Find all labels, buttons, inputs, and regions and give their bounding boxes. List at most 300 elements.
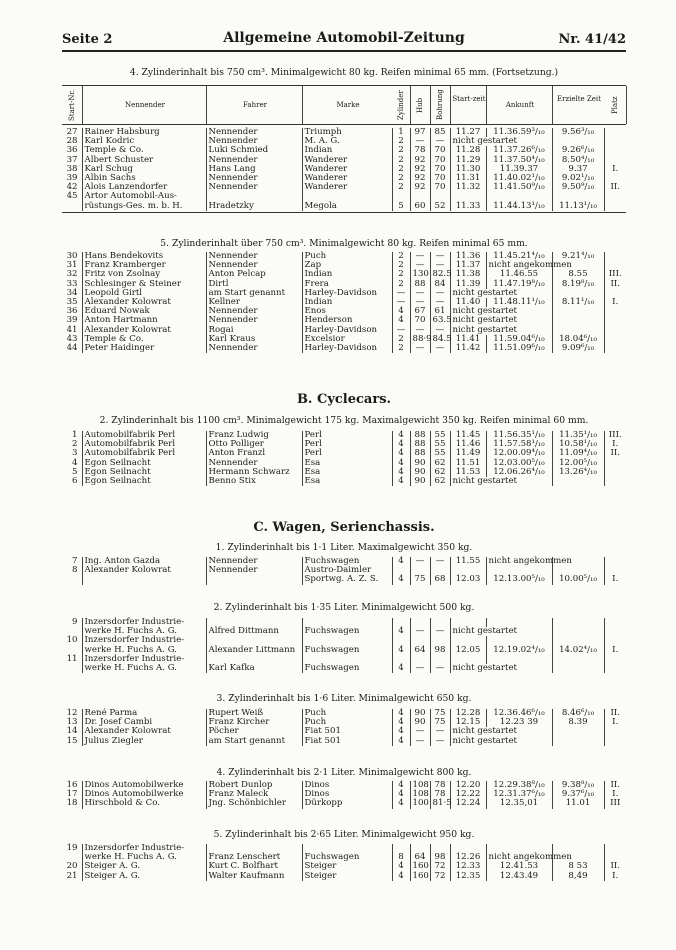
cell-hub: 70 xyxy=(410,316,430,325)
table-c1 xyxy=(62,557,626,585)
cell-zeit: 9.37 xyxy=(552,165,604,174)
cell-start-nr: 6 xyxy=(72,476,78,487)
cell-nennender: Dinos Automobilwerke xyxy=(82,781,206,790)
cell-platz: I. xyxy=(604,646,626,655)
cell-platz: I. xyxy=(604,718,626,727)
cell-bohrung: — xyxy=(430,344,450,353)
cell-startzeit: 11.46 xyxy=(450,440,486,449)
cell-ankunft: 12.19.02⁴/₁₀ xyxy=(486,646,552,655)
cell-zylinder: 2 xyxy=(392,261,410,270)
cell-startzeit: 11.53 xyxy=(450,468,486,477)
cell-hub: — xyxy=(410,627,430,636)
cell-zylinder: — xyxy=(392,298,410,307)
cell-platz: I. xyxy=(604,165,626,174)
cell-zeit: 8.11¹/₁₀ xyxy=(552,298,604,307)
cell-platz xyxy=(604,192,626,201)
col-startzeit: Start-zeit xyxy=(450,86,487,124)
cell-bohrung: — xyxy=(430,252,450,261)
cell-hub: 60 xyxy=(410,202,430,211)
cell-nennender: Temple & Co. xyxy=(82,335,206,344)
cell-platz: II. xyxy=(604,709,626,718)
cell-startzeit: nicht gestartet xyxy=(450,664,552,673)
cell-zylinder: 2 xyxy=(392,344,410,353)
caption-c4: 4. Zylinderinhalt bis 2·1 Liter. Minimalgewicht 800 kg. xyxy=(216,767,472,778)
cell-hub: 108 xyxy=(410,790,430,799)
cell-zylinder: 2 xyxy=(392,183,410,192)
cell-marke: Enos xyxy=(302,307,392,316)
cell-platz: II. xyxy=(604,280,626,289)
cell-start-nr: 41 xyxy=(66,324,78,335)
cell-nennender: Rainer Habsburg xyxy=(82,128,206,137)
cell-zeit: 9.38⁸/₁₀ xyxy=(552,781,604,790)
cell-platz xyxy=(604,316,626,325)
col-hub: Hub xyxy=(410,86,431,124)
cell-platz: I. xyxy=(604,790,626,799)
column-header-row xyxy=(62,85,626,125)
cell-ankunft: 12.03.00⁵/₁₀ xyxy=(486,459,552,468)
page-number: Seite 2 xyxy=(62,32,113,47)
cell-platz xyxy=(604,627,626,636)
cell-start-nr: 19 xyxy=(66,843,78,853)
table-row xyxy=(62,202,626,211)
cell-fahrer: Franz Maleck xyxy=(206,790,302,799)
cell-ankunft: 11.39.37 xyxy=(486,165,552,174)
cell-zeit: 8.55 xyxy=(552,270,604,279)
cell-fahrer: Pöcher xyxy=(206,727,302,736)
cell-marke: Henderson xyxy=(302,316,392,325)
col-erzielte-zeit: Erzielte Zeit xyxy=(552,86,605,124)
cell-hub: 90 xyxy=(410,459,430,468)
cell-nennender: Steiger A. G. xyxy=(82,872,206,881)
cell-fahrer: Hermann Schwarz xyxy=(206,468,302,477)
cell-startzeit: 12.20 xyxy=(450,781,486,790)
table-row xyxy=(62,344,626,353)
cell-start-nr: 30 xyxy=(66,251,78,261)
table-c2 xyxy=(62,618,626,673)
cell-startzeit: nicht gestartet xyxy=(450,316,552,325)
cell-zylinder: 5 xyxy=(392,202,410,211)
cell-hub: — xyxy=(410,664,430,673)
cell-ankunft: 12.43.49 xyxy=(486,872,552,881)
cell-marke: Zap xyxy=(302,261,392,270)
cell-zeit: 9.02¹/₁₀ xyxy=(552,174,604,183)
cell-start-nr: 37 xyxy=(66,154,78,165)
cell-platz xyxy=(604,844,626,853)
cell-start-nr: 17 xyxy=(66,789,78,800)
cell-startzeit: 11.33 xyxy=(450,202,486,211)
cell-bohrung: 78 xyxy=(430,781,450,790)
cell-zylinder: 4 xyxy=(392,307,410,316)
cell-bohrung: 75 xyxy=(430,709,450,718)
cell-bohrung: — xyxy=(430,298,450,307)
cell-platz xyxy=(604,335,626,344)
cell-start-nr: 11 xyxy=(66,653,78,664)
cell-ankunft: 12.06.26⁴/₁₀ xyxy=(486,468,552,477)
cell-hub: — xyxy=(410,344,430,353)
cell-start-nr: 4 xyxy=(72,457,78,468)
cell-zylinder: 4 xyxy=(392,862,410,871)
cell-marke: Wanderer xyxy=(302,156,392,165)
cell-hub: 90 xyxy=(410,718,430,727)
cell-start-nr: 38 xyxy=(66,163,78,174)
cell-fahrer: Karl Kraus xyxy=(206,335,302,344)
cell-bohrung: — xyxy=(430,326,450,335)
cell-startzeit: nicht gestartet xyxy=(450,727,552,736)
cell-zylinder: 2 xyxy=(392,156,410,165)
cell-zeit: 11.01 xyxy=(552,799,604,808)
cell-bohrung: 62 xyxy=(430,477,450,486)
table-row xyxy=(62,853,626,862)
caption-s5: 5. Zylinderinhalt über 750 cm³. Minimalgewicht 80 kg. Reifen minimal 65 mm. xyxy=(160,238,528,249)
cell-fahrer: Nennender xyxy=(206,566,302,575)
caption-c3: 3. Zylinderinhalt bis 1·6 Liter. Minimalgewicht 650 kg. xyxy=(216,693,472,704)
cell-start-nr: 10 xyxy=(66,635,78,646)
cell-bohrung: 70 xyxy=(430,146,450,155)
cell-zylinder: 4 xyxy=(392,575,410,584)
cell-marke: Esa xyxy=(302,477,392,486)
cell-nennender: Automobilfabrik Perl xyxy=(82,440,206,449)
cell-zeit xyxy=(552,477,604,486)
cell-marke: Puch xyxy=(302,252,392,261)
cell-zeit: 9.09⁶/₁₀ xyxy=(552,344,604,353)
cell-startzeit: nicht gestartet xyxy=(450,326,552,335)
cell-fahrer: Hans Lang xyxy=(206,165,302,174)
cell-fahrer: Luki Schmied xyxy=(206,146,302,155)
cell-hub: — xyxy=(410,289,430,298)
cell-bohrung: 81·5 xyxy=(430,799,450,808)
cell-marke: Puch xyxy=(302,718,392,727)
cell-hub: 160 xyxy=(410,862,430,871)
cell-zylinder: 4 xyxy=(392,557,410,566)
col-platz: Platz xyxy=(604,86,627,124)
cell-fahrer: Alexander Littmann xyxy=(206,646,302,655)
cell-bohrung: 70 xyxy=(430,183,450,192)
cell-platz xyxy=(604,459,626,468)
cell-bohrung: 70 xyxy=(430,156,450,165)
cell-nennender: Artor Automobil-Aus- xyxy=(82,192,206,201)
cell-bohrung: 84.5 xyxy=(430,335,450,344)
cell-ankunft: nicht angekommen xyxy=(486,261,552,270)
cell-hub: 64 xyxy=(410,853,430,862)
cell-zylinder: 4 xyxy=(392,440,410,449)
cell-nennender: Dinos Automobilwerke xyxy=(82,790,206,799)
cell-startzeit: 12.26 xyxy=(450,853,486,862)
cell-bohrung: 70 xyxy=(430,174,450,183)
cell-marke: Harley-Davidson xyxy=(302,289,392,298)
cell-platz: II. xyxy=(604,449,626,458)
cell-fahrer: am Start genannt xyxy=(206,289,302,298)
cell-start-nr: 14 xyxy=(66,726,78,737)
heading-c: C. Wagen, Serienchassis. xyxy=(253,520,435,535)
cell-marke: Fiat 501 xyxy=(302,737,392,746)
cell-bohrung: 55 xyxy=(430,440,450,449)
cell-zylinder: 4 xyxy=(392,627,410,636)
cell-nennender: Alexander Kolowrat xyxy=(82,326,206,335)
cell-marke: Indian xyxy=(302,298,392,307)
cell-start-nr: 39 xyxy=(66,173,78,184)
cell-platz xyxy=(604,618,626,627)
cell-nennender: Fritz von Zsolnay xyxy=(82,270,206,279)
cell-marke: Fuchswagen xyxy=(302,627,392,636)
cell-startzeit: 12.22 xyxy=(450,790,486,799)
cell-marke: Puch xyxy=(302,709,392,718)
cell-startzeit: 12.03 xyxy=(450,575,486,584)
cell-marke: Harley-Davidson xyxy=(302,326,392,335)
cell-zeit: 9.56³/₁₀ xyxy=(552,128,604,137)
cell-platz: II. xyxy=(604,862,626,871)
cell-bohrung: 98 xyxy=(430,646,450,655)
cell-startzeit: nicht gestartet xyxy=(450,289,552,298)
cell-zeit: 8.19⁸/₁₀ xyxy=(552,280,604,289)
cell-fahrer: Kurt C. Bolfhart xyxy=(206,862,302,871)
cell-ankunft: 12.29.38⁸/₁₀ xyxy=(486,781,552,790)
cell-ankunft: 11.46.55 xyxy=(486,270,552,279)
table-row xyxy=(62,872,626,881)
cell-nennender: Automobilfabrik Perl xyxy=(82,431,206,440)
cell-marke: Perl xyxy=(302,449,392,458)
cell-nennender: Inzersdorfer Industrie- xyxy=(82,636,206,645)
cell-ankunft: 11.57.58¹/₁₀ xyxy=(486,440,552,449)
cell-marke: Sportwg. A. Z. S. xyxy=(302,575,392,584)
cell-start-nr: 12 xyxy=(66,708,78,718)
cell-fahrer: Robert Dunlop xyxy=(206,781,302,790)
cell-platz: I. xyxy=(604,575,626,584)
cell-fahrer: Otto Polliger xyxy=(206,440,302,449)
cell-zylinder: 2 xyxy=(392,252,410,261)
cell-start-nr xyxy=(62,664,82,673)
cell-ankunft: 11.51.09⁶/₁₀ xyxy=(486,344,552,353)
cell-startzeit: 12.28 xyxy=(450,709,486,718)
cell-startzeit: 11.36 xyxy=(450,252,486,261)
cell-start-nr: 16 xyxy=(66,780,78,790)
cell-startzeit: 11.49 xyxy=(450,449,486,458)
col-start-nr: Start-Nr. xyxy=(68,89,76,121)
cell-fahrer: Franz Ludwig xyxy=(206,431,302,440)
cell-nennender: Karl Kodric xyxy=(82,137,206,146)
cell-zeit: 8.50⁴/₁₀ xyxy=(552,156,604,165)
cell-bohrung: 72 xyxy=(430,872,450,881)
cell-zeit xyxy=(552,307,604,316)
cell-platz xyxy=(604,202,626,211)
caption-b: 2. Zylinderinhalt bis 1100 cm³. Minimalgewicht 175 kg. Maximalgewicht 350 kg. Reifen minimal 60 mm. xyxy=(99,415,589,426)
cell-zylinder: 4 xyxy=(392,477,410,486)
cell-zylinder: 2 xyxy=(392,335,410,344)
cell-startzeit: 11.32 xyxy=(450,183,486,192)
cell-bohrung: — xyxy=(430,261,450,270)
cell-nennender: Egon Seilnacht xyxy=(82,468,206,477)
cell-nennender: Peter Haidinger xyxy=(82,344,206,353)
cell-nennender: Inzersdorfer Industrie- xyxy=(82,655,206,664)
cell-start-nr: 27 xyxy=(66,127,78,137)
table-row xyxy=(62,727,626,736)
cell-nennender: werke H. Fuchs A. G. xyxy=(82,646,206,655)
cell-nennender: Franz Kramberger xyxy=(82,261,206,270)
cell-fahrer: Franz Lenschert xyxy=(206,853,302,862)
cell-hub: 78 xyxy=(410,146,430,155)
cell-fahrer: Hradetzky xyxy=(206,202,302,211)
cell-zeit: 12.00⁵/₁₀ xyxy=(552,459,604,468)
cell-marke: Wanderer xyxy=(302,183,392,192)
cell-hub: 100 xyxy=(410,799,430,808)
cell-zylinder: 4 xyxy=(392,449,410,458)
cell-startzeit: nicht gestartet xyxy=(450,137,552,146)
cell-start-nr xyxy=(62,575,82,584)
cell-zylinder: 2 xyxy=(392,280,410,289)
cell-bohrung: 78 xyxy=(430,790,450,799)
cell-ankunft: 11.59.04⁶/₁₀ xyxy=(486,335,552,344)
cell-hub: 108 xyxy=(410,781,430,790)
cell-marke: Indian xyxy=(302,270,392,279)
cell-platz xyxy=(604,655,626,664)
cell-startzeit: 12.35 xyxy=(450,872,486,881)
col-ankunft: Ankunft xyxy=(486,86,553,124)
cell-ankunft: 12.41.53 xyxy=(486,862,552,871)
cell-hub: — xyxy=(410,326,430,335)
cell-platz xyxy=(604,468,626,477)
cell-marke: M. A. G. xyxy=(302,137,392,146)
cell-hub: 90 xyxy=(410,709,430,718)
cell-bohrung: 70 xyxy=(430,165,450,174)
cell-platz xyxy=(604,326,626,335)
cell-bohrung: — xyxy=(430,289,450,298)
cell-nennender xyxy=(82,575,206,584)
cell-fahrer: Nennender xyxy=(206,307,302,316)
cell-fahrer: Nennender xyxy=(206,261,302,270)
cell-startzeit: 11.28 xyxy=(450,146,486,155)
cell-start-nr: 35 xyxy=(66,297,78,308)
cell-startzeit: 11.30 xyxy=(450,165,486,174)
cell-platz: III xyxy=(604,799,626,808)
cell-zylinder: 4 xyxy=(392,781,410,790)
cell-nennender: Eduard Nowak xyxy=(82,307,206,316)
cell-hub: 67 xyxy=(410,307,430,316)
cell-zylinder: 2 xyxy=(392,270,410,279)
cell-ankunft: 11.44.13¹/₁₀ xyxy=(486,202,552,211)
cell-bohrung: — xyxy=(430,727,450,736)
cell-ankunft: 11.36.59³/₁₀ xyxy=(486,128,552,137)
cell-ankunft: 12.13.00⁵/₁₀ xyxy=(486,575,552,584)
cell-startzeit: nicht gestartet xyxy=(450,477,552,486)
cell-zeit: 18.04⁶/₁₀ xyxy=(552,335,604,344)
cell-fahrer: Anton Pelcap xyxy=(206,270,302,279)
cell-zeit: 9.26⁶/₁₀ xyxy=(552,146,604,155)
cell-marke: Fuchswagen xyxy=(302,853,392,862)
cell-marke: Fiat 501 xyxy=(302,727,392,736)
cell-nennender: Inzersdorfer Industrie- xyxy=(82,618,206,627)
cell-ankunft: 12.00.09⁴/₁₀ xyxy=(486,449,552,458)
divider xyxy=(62,212,626,213)
cell-platz xyxy=(604,737,626,746)
table-c4 xyxy=(62,781,626,809)
cell-bohrung: 85 xyxy=(430,128,450,137)
cell-zylinder: 2 xyxy=(392,146,410,155)
cell-zeit: 13.26⁴/₁₀ xyxy=(552,468,604,477)
cell-hub: 130 xyxy=(410,270,430,279)
cell-zeit: 10.58¹/₁₀ xyxy=(552,440,604,449)
cell-marke: Harley-Davidson xyxy=(302,344,392,353)
cell-marke: Fuchswagen xyxy=(302,646,392,655)
cell-nennender: Alexander Kolowrat xyxy=(82,727,206,736)
cell-marke: Fuchswagen xyxy=(302,557,392,566)
col-marke: Marke xyxy=(302,86,393,124)
cell-bohrung: 72 xyxy=(430,862,450,871)
cell-hub: — xyxy=(410,737,430,746)
cell-marke: Fuchswagen xyxy=(302,664,392,673)
cell-bohrung: 82.5 xyxy=(430,270,450,279)
cell-marke: Steiger xyxy=(302,872,392,881)
cell-fahrer: Nennender xyxy=(206,174,302,183)
cell-bohrung: — xyxy=(430,664,450,673)
cell-zeit xyxy=(552,737,604,746)
table-s5 xyxy=(62,252,626,353)
cell-zylinder: 4 xyxy=(392,459,410,468)
cell-zylinder: 4 xyxy=(392,799,410,808)
cell-zeit xyxy=(552,727,604,736)
cell-fahrer: Rogai xyxy=(206,326,302,335)
cell-fahrer: Benno Stix xyxy=(206,477,302,486)
cell-start-nr: 39 xyxy=(66,315,78,326)
issue-number: Nr. 41/42 xyxy=(558,32,626,47)
table-b xyxy=(62,431,626,486)
table-row xyxy=(62,862,626,871)
cell-platz xyxy=(604,146,626,155)
cell-ankunft: nicht angekommen xyxy=(486,853,552,862)
cell-start-nr: 42 xyxy=(66,182,78,193)
cell-zeit: 8,49 xyxy=(552,872,604,881)
cell-nennender: Ing. Anton Gazda xyxy=(82,557,206,566)
cell-zeit: 11.35¹/₁₀ xyxy=(552,431,604,440)
cell-zylinder: 2 xyxy=(392,137,410,146)
cell-bohrung: 75 xyxy=(430,718,450,727)
cell-hub: 92 xyxy=(410,156,430,165)
cell-platz xyxy=(604,477,626,486)
cell-nennender: Leopold Girtl xyxy=(82,289,206,298)
cell-hub: 88 xyxy=(410,431,430,440)
cell-bohrung: 63.5 xyxy=(430,316,450,325)
col-fahrer: Fahrer xyxy=(206,86,303,124)
cell-bohrung: 55 xyxy=(430,449,450,458)
col-nennender: Nennender xyxy=(82,86,207,124)
table-row xyxy=(62,737,626,746)
cell-fahrer: Nennender xyxy=(206,137,302,146)
cell-nennender: Inzersdorfer Industrie- xyxy=(82,844,206,853)
cell-hub: 64 xyxy=(410,646,430,655)
cell-start-nr: 9 xyxy=(72,617,78,627)
cell-ankunft: 11.40.02¹/₁₀ xyxy=(486,174,552,183)
cell-zylinder: 4 xyxy=(392,872,410,881)
page-header xyxy=(62,30,626,52)
cell-nennender: Karl Schug xyxy=(82,165,206,174)
cell-fahrer: Nennender xyxy=(206,156,302,165)
cell-startzeit: nicht gestartet xyxy=(450,307,552,316)
cell-platz xyxy=(604,557,626,566)
cell-zylinder: 4 xyxy=(392,718,410,727)
cell-zylinder: 4 xyxy=(392,737,410,746)
cell-startzeit: 11.31 xyxy=(450,174,486,183)
cell-nennender: Schlesinger & Steiner xyxy=(82,280,206,289)
cell-fahrer: Anton Franzl xyxy=(206,449,302,458)
cell-fahrer xyxy=(206,575,302,584)
cell-zylinder: 4 xyxy=(392,316,410,325)
cell-startzeit: 11.37 xyxy=(450,261,486,270)
cell-startzeit: nicht gestartet xyxy=(450,627,552,636)
cell-marke: Excelsior xyxy=(302,335,392,344)
cell-start-nr: 36 xyxy=(66,145,78,156)
cell-fahrer: Nennender xyxy=(206,316,302,325)
cell-start-nr: 5 xyxy=(72,466,78,477)
cell-ankunft: 11.47.19⁸/₁₀ xyxy=(486,280,552,289)
table-row xyxy=(62,664,626,673)
